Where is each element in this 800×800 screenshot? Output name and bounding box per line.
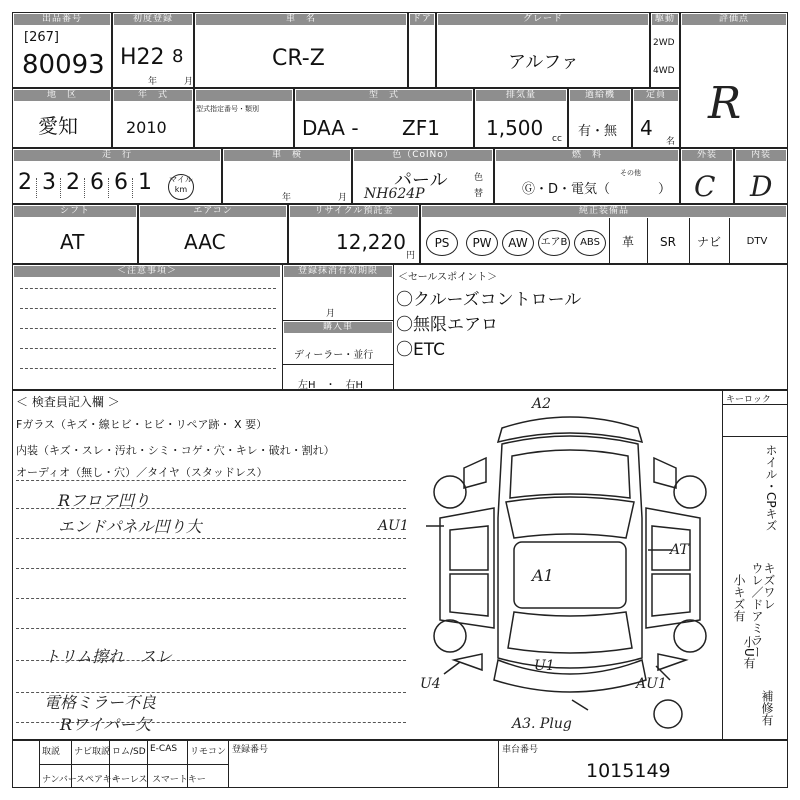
mileage-label: 走 行 — [14, 150, 220, 161]
model-code: ZF1 — [402, 116, 440, 140]
aircon-label: エアコン — [140, 206, 286, 217]
chassis-no-label: 車台番号 — [502, 745, 539, 755]
bottom-label-row2: スマートキー — [152, 775, 206, 785]
inspection-tsuki: 月 — [338, 193, 348, 203]
diagram-au1-left: AU1 — [378, 518, 409, 534]
equipment-item: DTV — [746, 236, 768, 247]
equipment-item-circled: ABS — [574, 230, 606, 256]
color-name: パール — [394, 170, 448, 191]
turbo: 有・無 — [578, 124, 618, 139]
car-diagram — [420, 398, 720, 736]
first-reg-month: 8 — [172, 46, 184, 67]
model-note-label — [196, 90, 292, 101]
fuel-close: ） — [658, 182, 672, 197]
bottom-label-row1: 取説 — [42, 747, 61, 757]
mileage-digit: 6 — [90, 170, 104, 195]
model-code-label: 型 式 — [296, 90, 472, 101]
mileage-digit: 6 — [114, 170, 128, 195]
inspection-label: 車 検 — [224, 150, 350, 161]
diagram-a2: A2 — [532, 396, 552, 412]
door-label: ドア — [410, 14, 434, 25]
equipment-item: SR — [660, 235, 676, 249]
bottom-label-row2: スペアキー — [76, 775, 121, 785]
hand-note-4: 電格ミラー不良 — [44, 693, 157, 712]
recycle-label: リサイクル預託金 — [290, 206, 418, 217]
sales-points-label: ＜セールスポイント＞ — [398, 272, 498, 283]
drive-4wd: 4WD — [653, 66, 675, 76]
seats: 4 — [640, 116, 653, 140]
diagram-at-right: AT — [670, 542, 689, 558]
lot-label: 出品番号 — [14, 14, 110, 25]
mileage-digit: 2 — [66, 170, 80, 195]
bottom-label-row2: キーレス — [112, 775, 148, 785]
area-label: 地 区 — [14, 90, 110, 101]
first-reg-label: 初度登録 — [114, 14, 192, 25]
displacement-unit: cc — [552, 134, 562, 144]
side-text-4: 小キズ有 — [732, 574, 746, 622]
seats-unit: 名 — [666, 137, 676, 147]
inspector-label: ＜ 検査員記入欄 ＞ — [16, 395, 120, 409]
side-text-5: 小U有 — [742, 636, 756, 669]
diagram-u4: U4 — [420, 676, 441, 692]
car-body — [498, 436, 642, 668]
shift-label: シフト — [14, 206, 136, 217]
equipment-item-circled: PS — [426, 230, 458, 256]
side-text-6: 補修有 — [760, 690, 774, 726]
equipment-item: ナビ — [696, 235, 721, 249]
model-note: 型式指定番号・類別 — [196, 105, 259, 113]
first-reg-era: H22 — [120, 45, 165, 70]
inspector-line-3: オーディオ（無し・穴）／タイヤ（スタッドレス） — [16, 466, 268, 479]
car-name: CR-Z — [272, 46, 325, 71]
hand-note-5: Rワイパー欠 — [60, 715, 152, 734]
interior-label: 内装 — [736, 150, 786, 161]
first-reg-nen: 年 — [148, 77, 158, 87]
turbo-label: 過給機 — [570, 90, 630, 101]
drive-label: 駆動 — [652, 14, 678, 25]
seats-label: 定員 — [634, 90, 678, 101]
equipment-item-circled: PW — [466, 230, 498, 256]
grade: アルファ — [508, 52, 579, 73]
recycle-unit: 円 — [406, 251, 416, 261]
recycle: 12,220 — [336, 230, 406, 254]
reg-expiry-label: 登録抹消有効期限 — [284, 266, 392, 277]
mileage-unit-km-circled: マイル km — [168, 174, 194, 200]
steering: 左H ・ 右H — [298, 380, 364, 391]
color-label: 色（ColNo） — [354, 150, 492, 161]
model-year: 2010 — [126, 118, 167, 137]
diagram-a3: A3. Plug — [512, 716, 572, 732]
front-bumper — [498, 417, 642, 442]
keylock-label: キーロック — [726, 395, 771, 405]
lot-number: 80093 — [22, 50, 105, 80]
inspector-line-2: 内装（キズ・スレ・汚れ・シミ・コゲ・穴・キレ・破れ・割れ） — [16, 444, 335, 457]
side-text-1: ホイル・CPキズ — [764, 444, 778, 532]
color-code: NH624P — [364, 186, 425, 202]
drive-2wd: 2WD — [653, 38, 675, 48]
mileage-digit: 1 — [138, 170, 152, 195]
hand-note-2: エンドパネル凹り大 — [58, 517, 202, 536]
mileage-digit: 2 — [18, 170, 32, 195]
diagram-u1: U1 — [534, 658, 555, 674]
diagram-au1-right: AU1 — [636, 676, 667, 692]
equipment-item-circled: エアB — [538, 230, 570, 256]
reg-no-label: 登録番号 — [232, 745, 269, 755]
displacement-label: 排気量 — [476, 90, 566, 101]
lot-bracket: [267] — [24, 30, 59, 45]
side-text-3: キズワレ — [762, 562, 776, 610]
reg-expiry-month: 月 — [326, 309, 336, 319]
exterior-grade: C — [694, 170, 716, 203]
fuel-options: Ⓖ・D・電気（ — [522, 182, 611, 197]
grade-label: グレード — [438, 14, 648, 25]
shift: AT — [60, 230, 85, 254]
bottom-left-box — [12, 740, 40, 788]
dealer-label: ディーラー・並行 — [294, 350, 374, 361]
color-iro: 色 — [474, 173, 484, 183]
area: 愛知 — [38, 114, 78, 138]
interior-grade: D — [750, 170, 773, 203]
fuel-label: 燃 料 — [496, 150, 678, 161]
hand-note-3: トリム擦れ スレ — [44, 647, 173, 666]
score-value: R — [708, 78, 742, 129]
equipment-label: 純正装備品 — [422, 206, 786, 217]
side-text-2: ウレ／ドアミラー — [750, 562, 764, 658]
mileage-digit: 3 — [42, 170, 56, 195]
model-year-label: 年 式 — [114, 90, 192, 101]
inspector-line-1: Fガラス（キズ・線ヒビ・ヒビ・リペア跡・ X 要） — [16, 418, 268, 431]
bottom-label-row1: ロム/SD — [112, 747, 146, 757]
sales-point-1: 〇クルーズコントロール — [396, 290, 582, 310]
exterior-label: 外装 — [682, 150, 732, 161]
diagram-a1: A1 — [532, 566, 554, 585]
hand-note-1: Rフロア凹り — [58, 491, 151, 510]
inspection-nen: 年 — [282, 193, 292, 203]
purchase-label: 購入車 — [284, 322, 392, 333]
bottom-label-row2: ナンバー — [42, 775, 77, 785]
displacement: 1,500 — [486, 116, 544, 140]
chassis-no: 1015149 — [586, 760, 671, 782]
car-name-label: 車 名 — [196, 14, 406, 25]
equipment-item: 革 — [621, 235, 634, 249]
model-prefix: DAA - — [302, 116, 359, 140]
score-label: 評価点 — [682, 14, 786, 25]
fuel-other: その他 — [620, 169, 641, 177]
notes-label: ＜注意事項＞ — [14, 266, 280, 277]
bottom-label-row1: E-CAS — [150, 744, 178, 754]
equipment-item-circled: AW — [502, 230, 534, 256]
aircon: AAC — [184, 230, 226, 254]
bottom-label-row1: ナビ取説 — [74, 747, 111, 757]
color-kae: 替 — [474, 189, 484, 199]
sales-point-3: 〇ETC — [396, 340, 445, 360]
first-reg-tsuki: 月 — [184, 77, 194, 87]
sales-point-2: 〇無限エアロ — [396, 315, 498, 335]
bottom-label-row1: リモコン — [190, 747, 227, 757]
